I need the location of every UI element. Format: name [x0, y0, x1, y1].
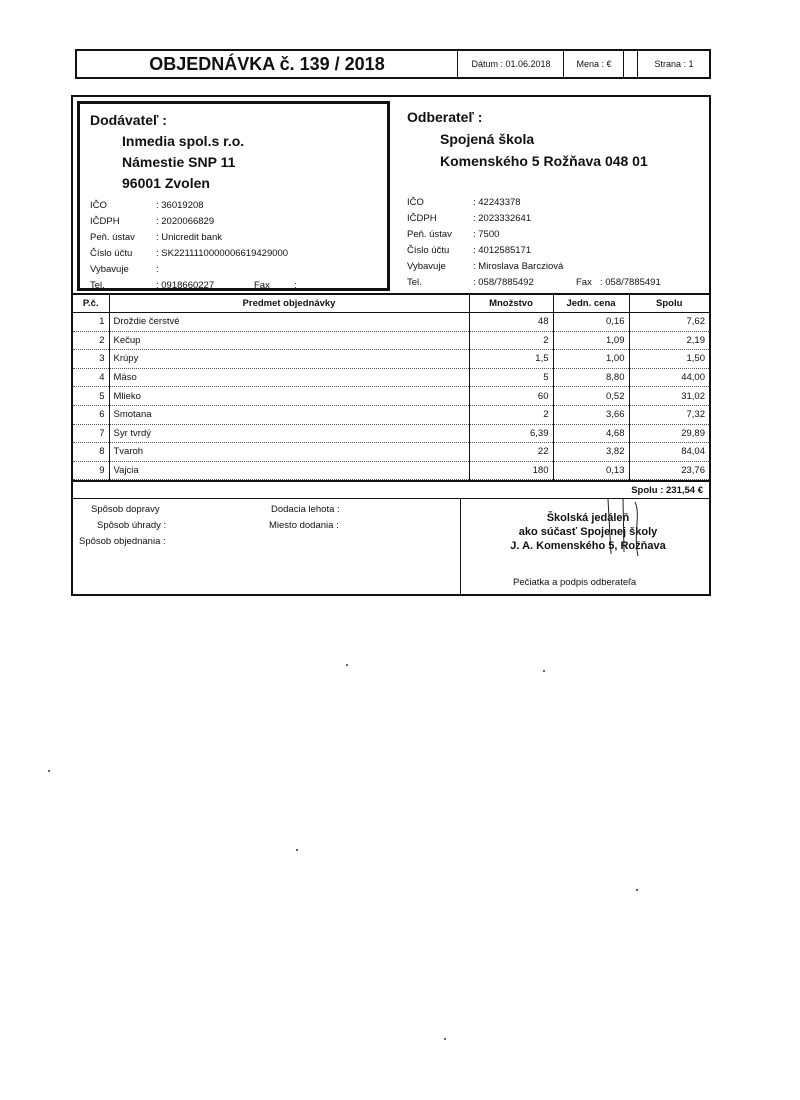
payment-label: Spôsob úhrady : [97, 520, 167, 531]
title-divider [623, 51, 624, 77]
table-row: 5 Mlieko 60 0,52 31,02 [73, 387, 709, 406]
supplier-box: Dodávateľ : Inmedia spol.s r.o. Námestie SNP 11 96001 Zvolen IČO : 36019208 IČDPH : 2020066829 Peň. ústav : Unicredit bank Číslo účtu : SK2211110000006619429000 Vybavuje : Tel. : 0918660227 Fax : [77, 101, 390, 291]
supplier-heading: Dodávateľ : [90, 112, 167, 128]
scan-speck [346, 664, 348, 666]
order-date: Dátum : 01.06.2018 [457, 51, 564, 77]
order-title-bar [75, 49, 711, 79]
signature-scribble [593, 494, 653, 564]
signature-caption: Pečiatka a podpis odberateľa [513, 577, 637, 588]
customer-fax-value: : 058/7885491 [600, 277, 661, 288]
ordering-label: Spôsob objednania : [79, 536, 166, 547]
table-row: 2 Kečup 2 1,09 2,19 [73, 331, 709, 350]
items-table [73, 295, 709, 480]
delivery-place-label: Miesto dodania : [269, 520, 339, 531]
supplier-fax-value: : [294, 280, 297, 291]
stamp-line-2: ako súčasť Spojenej školy [518, 526, 658, 538]
col-item: Predmet objednávky [109, 295, 469, 313]
scan-speck [444, 1038, 446, 1040]
footer-divider [460, 498, 461, 594]
customer-address: Komenského 5 Rožňava 048 01 [440, 153, 648, 169]
col-quantity: Množstvo [469, 295, 553, 313]
order-footer [71, 482, 711, 596]
supplier-name: Inmedia spol.s r.o. [122, 133, 245, 149]
table-row: 9 Vajcia 180 0,13 23,76 [73, 461, 709, 480]
supplier-street: Námestie SNP 11 [122, 154, 236, 170]
table-row: 8 Tvaroh 22 3,82 84,04 [73, 443, 709, 462]
customer-name: Spojená škola [440, 131, 535, 147]
scan-speck [543, 670, 545, 672]
table-row: 3 Krúpy 1,5 1,00 1,50 [73, 350, 709, 369]
items-table-box [71, 295, 711, 482]
scan-speck [296, 849, 298, 851]
order-currency: Mena : € [563, 51, 624, 77]
order-page: Strana : 1 [637, 51, 710, 77]
col-number: P.č. [73, 295, 109, 313]
table-row: 6 Smotana 2 3,66 7,32 [73, 405, 709, 424]
stamp-line-1: Školská jedáleň [546, 512, 630, 524]
supplier-fax-label: Fax [254, 280, 270, 291]
parties-section: Dodávateľ : Inmedia spol.s r.o. Námestie SNP 11 96001 Zvolen IČO : 36019208 IČDPH : 2020066829 Peň. ústav : Unicredit bank Číslo účtu : SK2211110000006619429000 Vybavuje : Tel. : 0918660227 Fax : Odberateľ : Spojená škola Komenského 5 Rožňava 048 01 IČO : 42243378 IČDPH : 2023332641 Peň. ústav : 7500 Číslo účtu : 4012585171 Vybavuje : Miroslava Barcziová Tel. : 058/7885492 Fax : 058/7885491 [71, 95, 711, 295]
supplier-city: 96001 Zvolen [122, 175, 210, 191]
col-unit-price: Jedn. cena [553, 295, 629, 313]
grand-total: Spolu : 231,54 € [631, 485, 703, 496]
transport-label: Spôsob dopravy [91, 504, 160, 515]
items-header-row [73, 295, 709, 313]
col-total: Spolu [629, 295, 709, 313]
stamp-line-3: J. A. Komenského 5, Rožňava [510, 540, 666, 552]
delivery-term-label: Dodacia lehota : [271, 504, 340, 515]
table-row: 4 Mäso 5 8,80 44,00 [73, 368, 709, 387]
customer-heading: Odberateľ : [407, 109, 483, 125]
scan-speck [48, 770, 50, 772]
customer-fax-label: Fax [576, 277, 592, 288]
table-row: 1 Droždie čerstvé 48 0,16 7,62 [73, 313, 709, 332]
table-row: 7 Syr tvrdý 6,39 4,68 29,89 [73, 424, 709, 443]
order-title: OBJEDNÁVKA č. 139 / 2018 [149, 54, 385, 74]
scan-speck [636, 889, 638, 891]
